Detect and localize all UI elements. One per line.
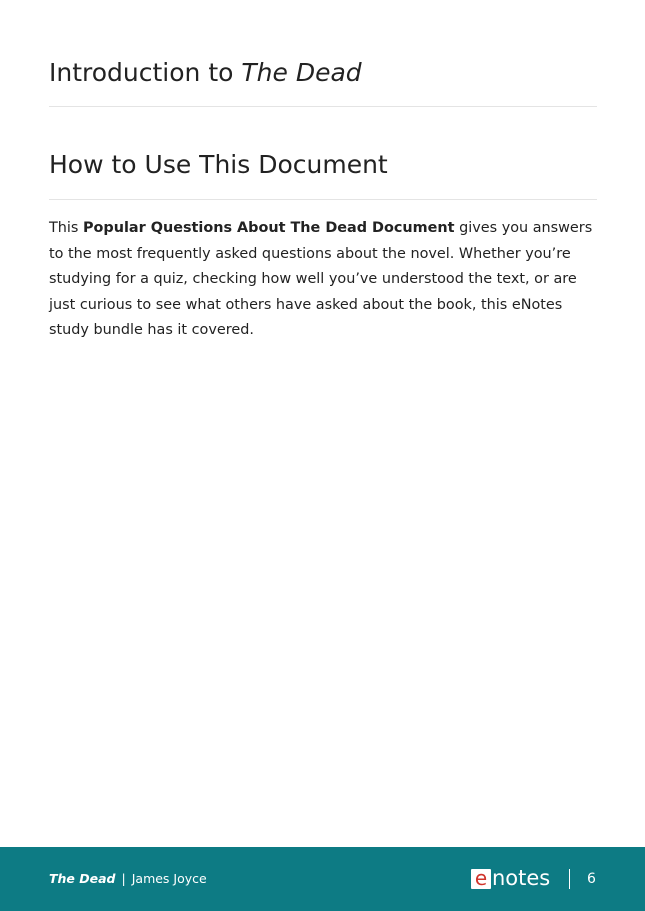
enotes-logo (471, 867, 550, 891)
body-bold-title: Popular Questions About The Dead Document (82, 220, 455, 236)
intro-heading (49, 57, 362, 89)
enotes-logo-text: notes (492, 866, 551, 890)
intro-heading-title: The Dead (241, 58, 362, 87)
section-heading: How to Use This Document (49, 150, 388, 179)
footer-divider (569, 869, 570, 889)
divider (49, 199, 597, 200)
enotes-logo-e-icon: e (471, 869, 491, 889)
footer-book-title: The Dead (49, 871, 116, 886)
footer-separator: | (121, 871, 126, 886)
intro-heading-prefix: Introduction to (49, 58, 242, 87)
footer-author: James Joyce (131, 871, 207, 886)
footer-citation (49, 871, 207, 887)
body-rest: gives you answers to the most frequently asked questions about the novel. Whether you’re studying for a quiz, checking how well you’ve understood the text, or are just curious to see what others have asked about the book, this eNotes study bundle has it covered. (49, 220, 593, 339)
page-footer (0, 847, 645, 911)
body-paragraph (49, 216, 597, 344)
divider (49, 106, 597, 107)
page-number: 6 (587, 871, 596, 887)
body-lead: This (49, 220, 83, 236)
